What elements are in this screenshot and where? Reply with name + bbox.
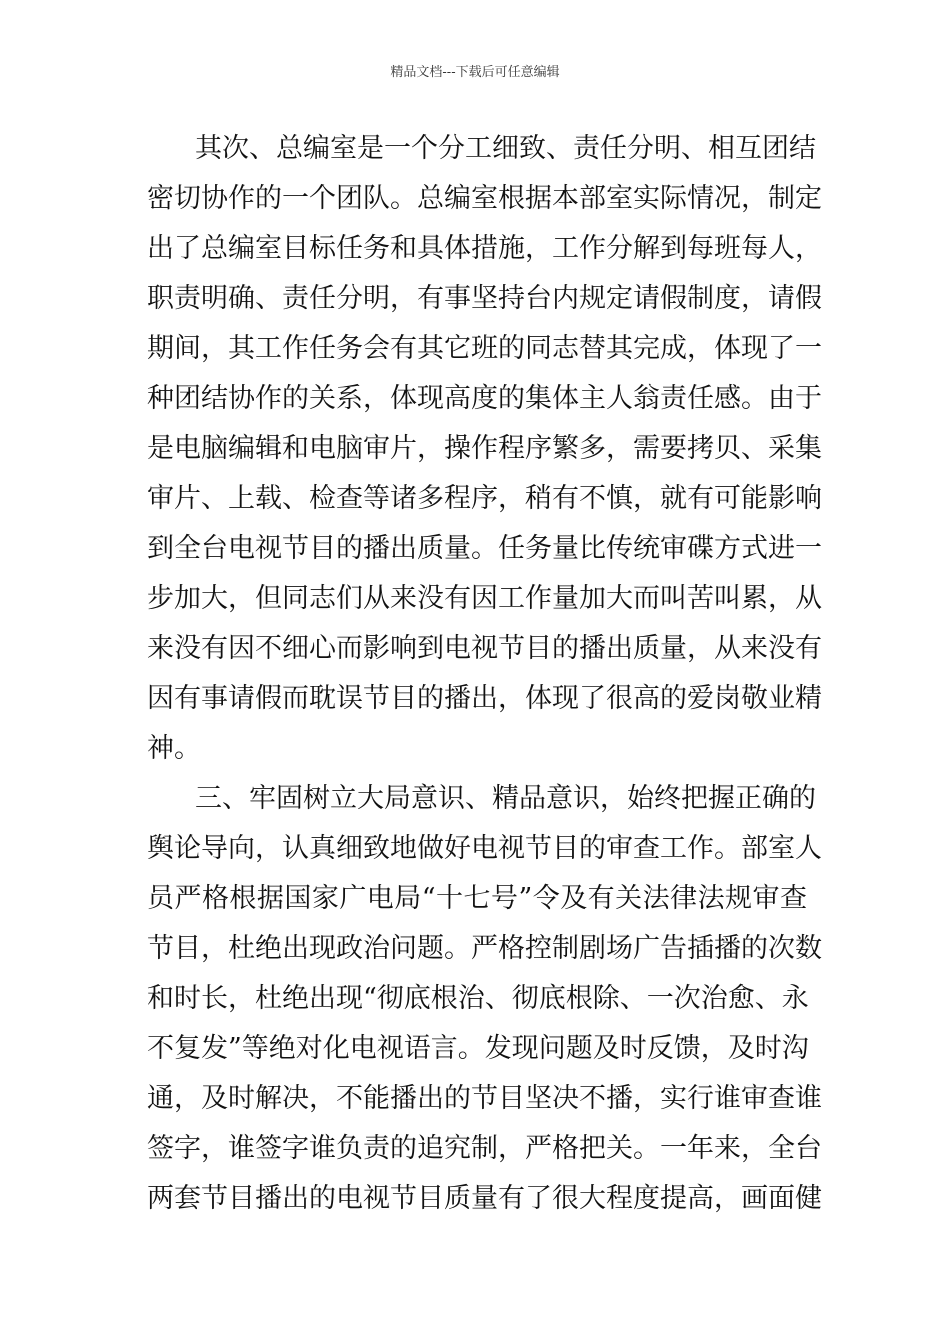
paragraph-line: 步加大，但同志们从来没有因工作量加大而叫苦叫累，从: [147, 583, 822, 614]
page-header: 精品文档---下载后可任意编辑: [390, 65, 560, 80]
paragraph-line: 其次、总编室是一个分工细致、责任分明、相互团结: [195, 133, 816, 164]
paragraph-line: 到全台电视节目的播出质量。任务量比传统审碟方式进一: [147, 533, 822, 564]
paragraph-line: 不复发”等绝对化电视语言。发现问题及时反馈，及时沟: [147, 1033, 809, 1064]
paragraph-line: 期间，其工作任务会有其它班的同志替其完成，体现了一: [147, 333, 822, 364]
paragraph-line: 神。: [147, 733, 201, 764]
paragraph-line: 三、牢固树立大局意识、精品意识，始终把握正确的: [195, 783, 816, 814]
paragraph-line: 和时长，杜绝出现“彻底根治、彻底根除、一次治愈、永: [147, 983, 809, 1014]
paragraph-line: 职责明确、责任分明，有事坚持台内规定请假制度，请假: [147, 283, 822, 314]
paragraph-line: 舆论导向，认真细致地做好电视节目的审查工作。部室人: [147, 833, 822, 864]
paragraph-line: 因有事请假而耽误节目的播出，体现了很高的爱岗敬业精: [147, 683, 822, 714]
paragraph-line: 节目，杜绝出现政治问题。严格控制剧场广告插播的次数: [147, 933, 822, 964]
paragraph-line: 审片、上载、检查等诸多程序，稍有不慎，就有可能影响: [147, 483, 822, 514]
paragraph-line: 密切协作的一个团队。总编室根据本部室实际情况，制定: [147, 183, 822, 214]
paragraph-line: 来没有因不细心而影响到电视节目的播出质量，从来没有: [147, 633, 822, 664]
paragraph-line: 两套节目播出的电视节目质量有了很大程度提高，画面健: [147, 1183, 822, 1214]
paragraph-line: 种团结协作的关系，体现高度的集体主人翁责任感。由于: [147, 383, 822, 414]
paragraph-line: 出了总编室目标任务和具体措施，工作分解到每班每人，: [147, 233, 822, 264]
paragraph-line: 签字，谁签字谁负责的追究制，严格把关。一年来，全台: [147, 1133, 822, 1164]
paragraph-line: 通，及时解决，不能播出的节目坚决不播，实行谁审查谁: [147, 1083, 822, 1114]
paragraph-line: 员严格根据国家广电局“十七号”令及有关法律法规审查: [147, 883, 807, 914]
paragraph-line: 是电脑编辑和电脑审片，操作程序繁多，需要拷贝、采集: [147, 433, 822, 464]
